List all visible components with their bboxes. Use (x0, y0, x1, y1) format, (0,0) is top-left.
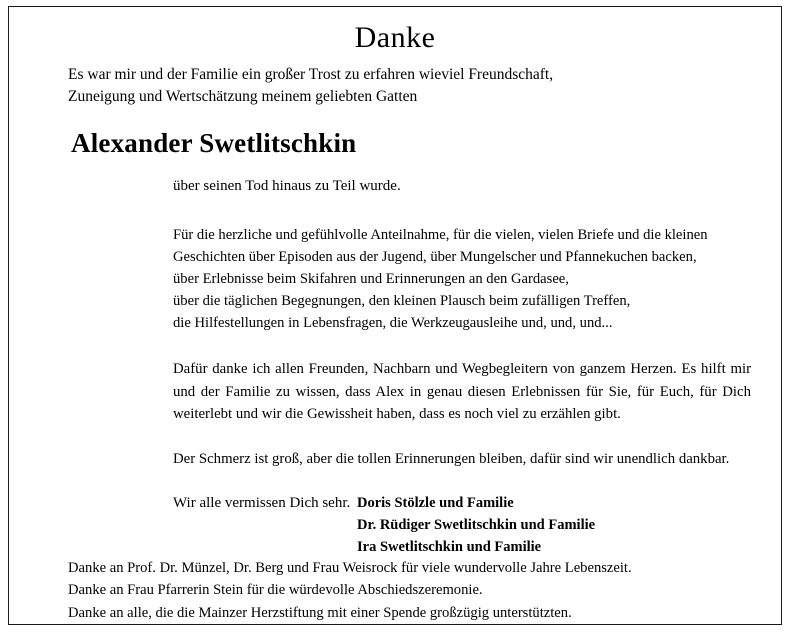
footer-note-3: Danke an alle, die die Mainzer Herzstiftung mit einer Spende großzügig unterstützten. (68, 604, 572, 621)
thanks-line-5: die Hilfestellungen in Lebensfragen, die Werkzeugausleihe und, und, und... (173, 315, 613, 332)
gratitude-paragraph: Dafür danke ich allen Freunden, Nachbarn und Wegbegleitern von ganzem Herzen. Es hilft mir und der Familie zu wissen, dass Alex in genau diesen Erlebnissen für Sie, für Euch, für Dich weiterlebt und wir die Gewissheit haben, dass es noch viel zu erzählen gibt. (173, 361, 751, 423)
obituary-notice-frame (8, 6, 782, 625)
thanks-line-2: Geschichten über Episoden aus der Jugend, über Mungelscher und Pfannekuchen backen, (173, 248, 697, 265)
thanks-line-3: über Erlebnisse beim Skifahren und Erinnerungen an den Gardasee, (173, 270, 569, 287)
obituary-notice-content (9, 7, 781, 624)
signature-line-2: Dr. Rüdiger Swetlitschkin und Familie (357, 517, 596, 534)
thanks-line-1: Für die herzliche und gefühlvolle Anteilnahme, für die vielen, vielen Briefe und die kleinen (173, 226, 708, 243)
footer-note-1: Danke an Prof. Dr. Münzel, Dr. Berg und Frau Weisrock für viele wundervolle Jahre Lebenszeit. (68, 560, 632, 576)
body-column (173, 175, 751, 541)
closing-line: Wir alle vermissen Dich sehr. (173, 495, 351, 512)
page-title: Danke (354, 21, 436, 54)
signature-block (357, 492, 595, 558)
footer-notes-block (68, 557, 768, 624)
deceased-name: Alexander Swetlitschkin (71, 128, 357, 158)
thanks-line-4: über die täglichen Begegnungen, den kleinen Plausch beim zufälligen Treffen, (173, 293, 631, 310)
signature-line-1: Doris Stölzle und Familie (357, 495, 514, 511)
grief-paragraph: Der Schmerz ist groß, aber die tollen Erinnerungen bleiben, dafür sind wir unendlich dankbar. (173, 450, 730, 467)
footer-note-2: Danke an Frau Pfarrerin Stein für die würdevolle Abschiedszeremonie. (68, 582, 483, 599)
intro-block (68, 64, 728, 109)
intro-line-1: Es war mir und der Familie ein großer Trost zu erfahren wieviel Freundschaft, (68, 66, 554, 83)
after-name-line: über seinen Tod hinaus zu Teil wurde. (173, 178, 401, 194)
signature-line-3: Ira Swetlitschkin und Familie (357, 539, 542, 556)
intro-line-2: Zuneigung und Wertschätzung meinem geliebten Gatten (68, 88, 418, 106)
thanks-lines-block (173, 224, 751, 335)
